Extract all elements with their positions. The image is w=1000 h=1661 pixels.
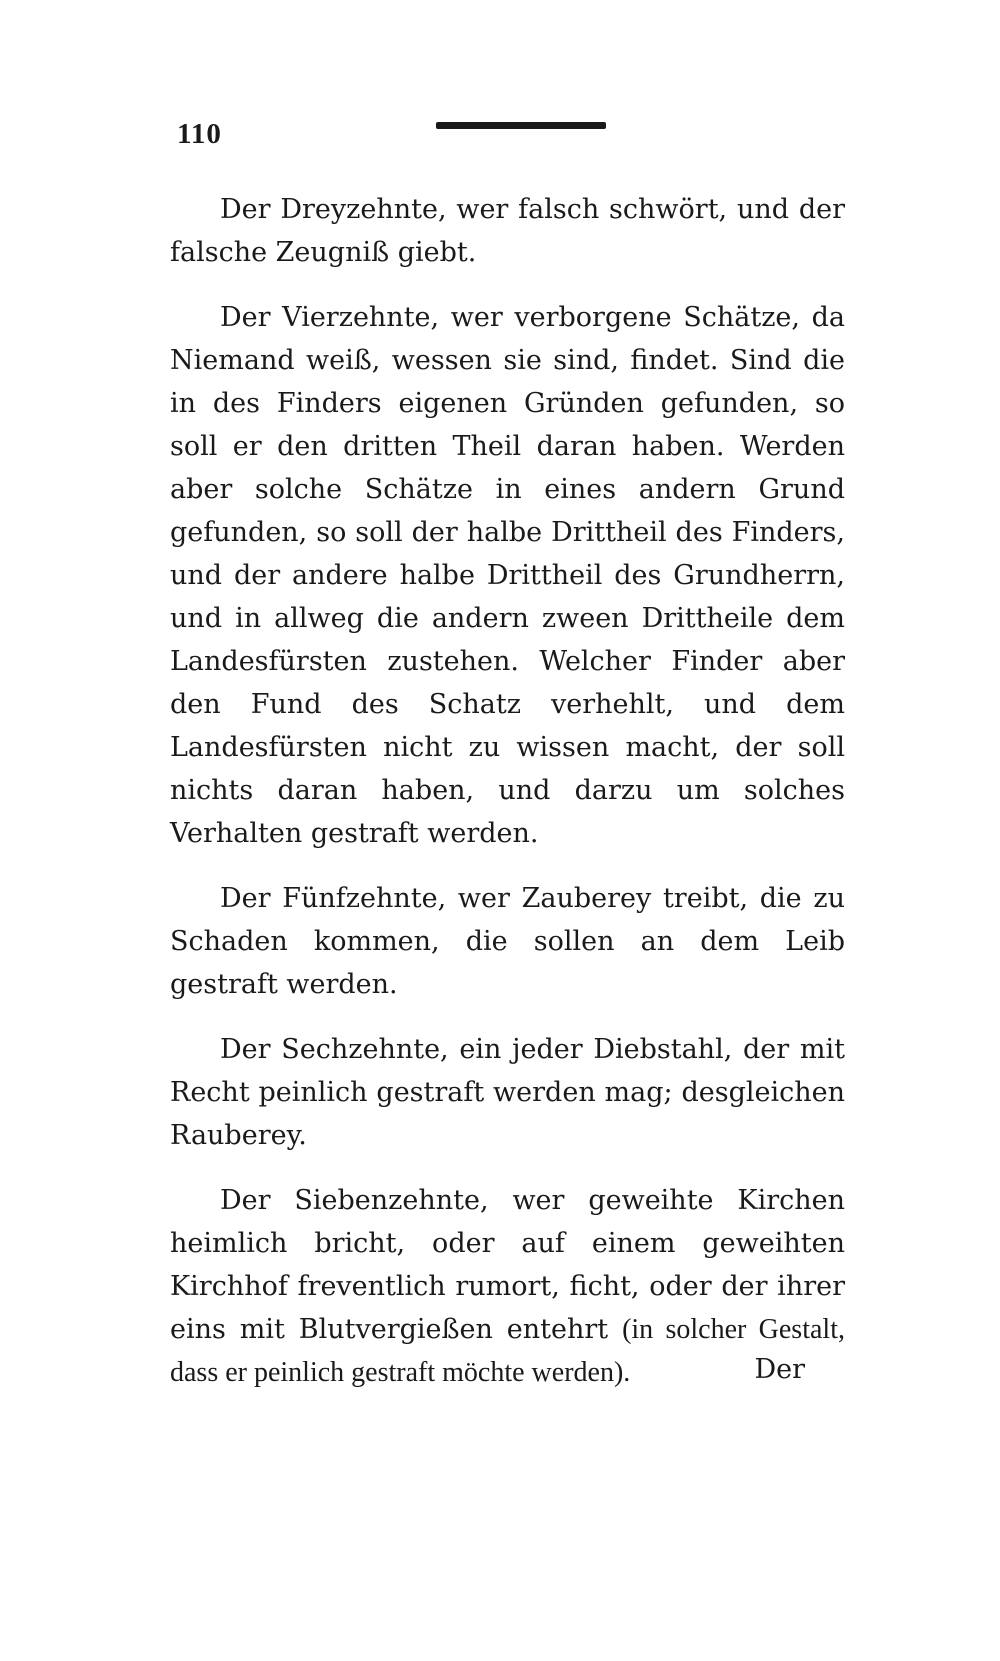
paragraph-14: Der Vierzehnte, wer verborgene Schätze, da Niemand weiß, wessen sie sind, findet. Sind die in des Finders eigenen Gründen gefunden, so soll er den dritten Theil daran haben. Werden aber solche Schätze in eines andern Grund gefunden, so soll der halbe Drittheil des Finders, und der andere halbe Drittheil des Grundherrn, und in allweg die andern zween Drittheile dem Landesfürsten zustehen. Welcher Finder aber den Fund des Schatz verhehlt, und dem Landesfürsten nicht zu wissen macht, der soll nichts daran haben, und darzu um solches Verhalten gestraft werden. bbox=[170, 302, 845, 849]
paragraph-15: Der Fünfzehnte, wer Zauberey treibt, die zu Schaden kommen, die sollen an dem Leib gestraft werden. bbox=[170, 883, 845, 1000]
catchword: Der bbox=[754, 1354, 805, 1385]
paragraph-16: Der Sechzehnte, ein jeder Diebstahl, der mit Recht peinlich gestraft werden mag; desgleichen Rauberey. bbox=[170, 1034, 845, 1151]
page-number: 110 bbox=[177, 118, 222, 150]
paragraph-17 bbox=[170, 1179, 845, 1394]
paragraph-17-antiqua: (in solcher Gestalt, dass er peinlich gestraft möchte werden). bbox=[170, 1314, 845, 1388]
paragraph-17-text: Der Siebenzehnte, wer geweihte Kirchen heimlich bricht, oder auf einem geweihten Kirchhof freventlich rumort, ficht, oder der ihrer eins mit Blutvergießen entehrt bbox=[170, 1185, 845, 1345]
body-text bbox=[170, 188, 845, 1394]
header-rule bbox=[436, 122, 606, 129]
paragraph-13: Der Dreyzehnte, wer falsch schwört, und der falsche Zeugniß giebt. bbox=[170, 194, 845, 268]
